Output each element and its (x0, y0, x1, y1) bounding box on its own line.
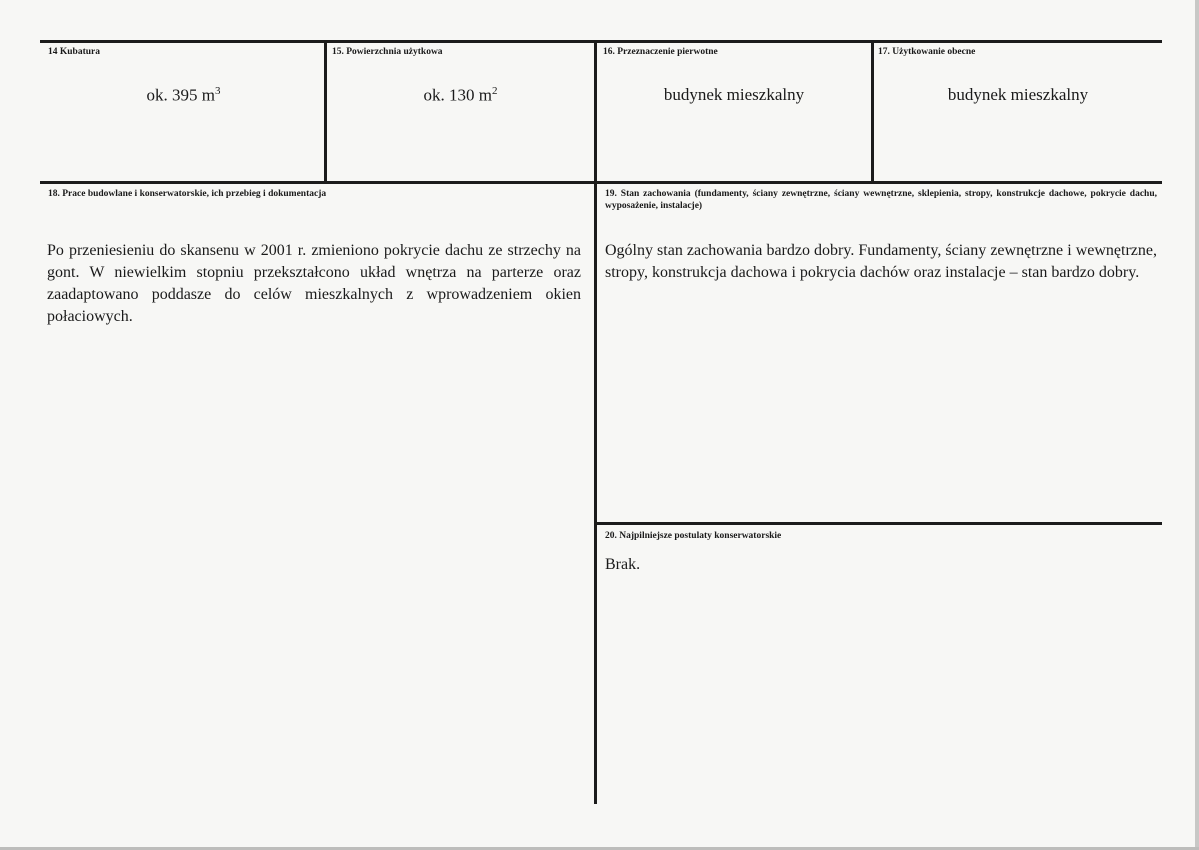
divider-15-16 (594, 40, 597, 804)
label-przeznaczenie: 16. Przeznaczenie pierwotne (603, 47, 718, 57)
label-20: 20. Najpilniejsze postulaty konserwatorskie (605, 531, 782, 541)
text-20: Brak. (605, 556, 641, 573)
top-border (40, 40, 1162, 43)
label-18: 18. Prace budowlane i konserwatorskie, ich przebieg i dokumentacja (48, 189, 327, 199)
divider-14-15 (324, 40, 327, 184)
text-18: Po przeniesieniu do skansenu w 2001 r. zmieniono pokrycie dachu ze strzechy na gont. W niewielkim stopniu przekształcono układ wnętrza na parterze oraz zaadaptowano poddasze do celów mieszkalnych z wprowadzeniem okien połaciowych. (47, 242, 581, 325)
value-uzytkowanie: budynek mieszkalny (947, 85, 1089, 104)
label-19: 19. Stan zachowania (fundamenty, ściany zewnętrzne, ściany wewnętrzne, sklepienia, stropy, konstrukcje dachowe, pokrycie dachu, wyposażenie, instalacje) (605, 189, 1157, 211)
divider-16-17 (871, 40, 874, 184)
value-powierzchnia-sup: 2 (491, 85, 498, 97)
text-19: Ogólny stan zachowania bardzo dobry. Fundamenty, ściany zewnętrzne i wewnętrzne, stropy, konstrukcja dachowa i pokrycia dachów oraz instalacje – stan bardzo dobry. (605, 242, 1157, 281)
value-powierzchnia (327, 85, 594, 106)
value-kubatura-text: ok. 395 m (146, 85, 215, 105)
page-edge-right (1195, 0, 1199, 850)
value-przeznaczenie: budynek mieszkalny (663, 85, 805, 104)
label-powierzchnia: 15. Powierzchnia użytkowa (332, 47, 443, 57)
label-uzytkowanie: 17. Użytkowanie obecne (878, 47, 976, 57)
value-kubatura-sup: 3 (214, 85, 221, 97)
row-divider-20 (596, 522, 1162, 525)
label-kubatura: 14 Kubatura (48, 47, 100, 57)
row-divider-1 (40, 181, 1162, 184)
value-powierzchnia-text: ok. 130 m (423, 85, 492, 105)
value-kubatura (43, 85, 324, 106)
